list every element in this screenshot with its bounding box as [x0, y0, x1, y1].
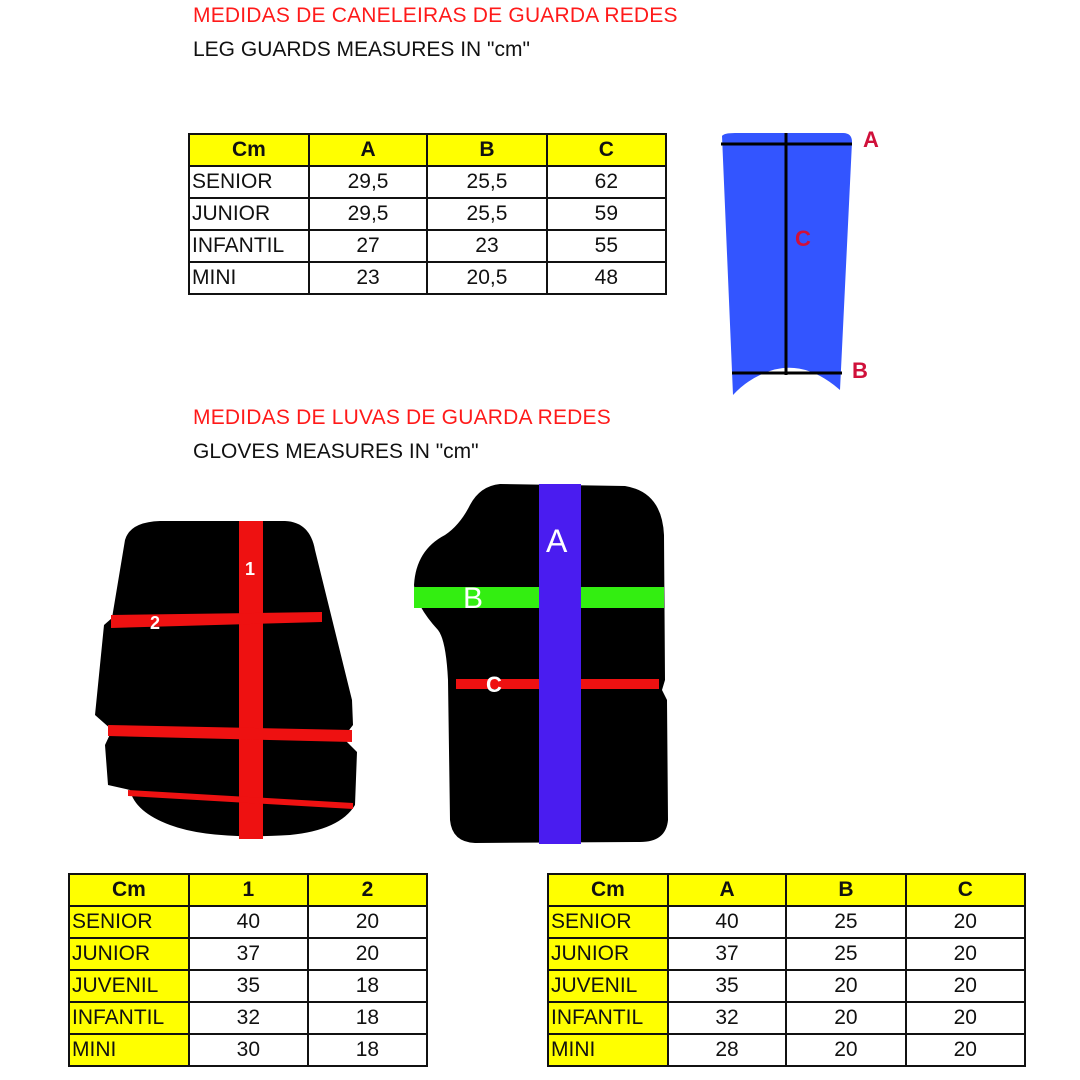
value-b: 25,5	[427, 166, 546, 198]
value-2: 20	[308, 906, 427, 938]
header-cm: Cm	[69, 874, 189, 906]
table-row	[189, 230, 666, 262]
table-row	[69, 1034, 427, 1066]
table-row	[69, 970, 427, 1002]
header-b: B	[427, 134, 546, 166]
header-1: 1	[189, 874, 308, 906]
value-a: 37	[668, 938, 786, 970]
value-b: 20	[786, 970, 905, 1002]
value-a: 23	[309, 262, 427, 294]
table-row	[69, 906, 427, 938]
label-a: A	[546, 523, 568, 559]
value-b: 25	[786, 906, 905, 938]
table-row	[548, 1034, 1025, 1066]
value-c: 62	[547, 166, 666, 198]
size-label: MINI	[69, 1034, 189, 1066]
header-2: 2	[308, 874, 427, 906]
catcher-measures-table	[547, 873, 1026, 1067]
size-label: JUVENIL	[548, 970, 668, 1002]
size-label: JUNIOR	[548, 938, 668, 970]
label-1: 1	[245, 559, 256, 579]
label-b: B	[852, 358, 868, 383]
label-c: C	[486, 672, 502, 697]
value-c: 48	[547, 262, 666, 294]
table-header-row	[189, 134, 666, 166]
size-label: SENIOR	[548, 906, 668, 938]
leg-guards-table	[188, 133, 667, 295]
size-label: JUNIOR	[69, 938, 189, 970]
value-a: 32	[668, 1002, 786, 1034]
header-a: A	[668, 874, 786, 906]
value-b: 25,5	[427, 198, 546, 230]
value-a: 40	[668, 906, 786, 938]
header-cm: Cm	[548, 874, 668, 906]
value-c: 20	[906, 1034, 1025, 1066]
value-c: 55	[547, 230, 666, 262]
table-row	[548, 906, 1025, 938]
gloves-title-en: GLOVES MEASURES IN "cm"	[193, 440, 479, 463]
table-row	[69, 938, 427, 970]
label-2: 2	[150, 613, 161, 633]
table-row	[548, 1002, 1025, 1034]
leg-guards-title-pt: MEDIDAS DE CANELEIRAS DE GUARDA REDES	[193, 4, 678, 27]
table-row	[189, 262, 666, 294]
label-c: C	[795, 226, 811, 251]
blocker-shape	[95, 521, 357, 836]
size-label: MINI	[189, 262, 309, 294]
header-c: C	[547, 134, 666, 166]
size-label: INFANTIL	[69, 1002, 189, 1034]
value-2: 18	[308, 970, 427, 1002]
gloves-title-pt: MEDIDAS DE LUVAS DE GUARDA REDES	[193, 406, 611, 429]
value-b: 20	[786, 1002, 905, 1034]
value-1: 37	[189, 938, 308, 970]
table-row	[69, 1002, 427, 1034]
size-label: MINI	[548, 1034, 668, 1066]
value-b: 25	[786, 938, 905, 970]
table-row	[548, 970, 1025, 1002]
table-header-row	[69, 874, 427, 906]
value-b: 20,5	[427, 262, 546, 294]
value-2: 18	[308, 1002, 427, 1034]
table-row	[548, 938, 1025, 970]
value-2: 18	[308, 1034, 427, 1066]
size-label: INFANTIL	[189, 230, 309, 262]
value-2: 20	[308, 938, 427, 970]
size-label: JUNIOR	[189, 198, 309, 230]
value-1: 35	[189, 970, 308, 1002]
value-a: 29,5	[309, 166, 427, 198]
value-a: 27	[309, 230, 427, 262]
header-a: A	[309, 134, 427, 166]
value-c: 20	[906, 938, 1025, 970]
size-label: SENIOR	[189, 166, 309, 198]
catcher-glove-diagram	[400, 470, 690, 860]
header-cm: Cm	[189, 134, 309, 166]
value-c: 59	[547, 198, 666, 230]
value-1: 32	[189, 1002, 308, 1034]
value-b: 23	[427, 230, 546, 262]
value-a: 35	[668, 970, 786, 1002]
size-label: INFANTIL	[548, 1002, 668, 1034]
table-row	[189, 166, 666, 198]
header-c: C	[906, 874, 1025, 906]
size-label: SENIOR	[69, 906, 189, 938]
blocker-glove-diagram	[90, 500, 390, 860]
size-label: JUVENIL	[69, 970, 189, 1002]
value-a: 29,5	[309, 198, 427, 230]
value-b: 20	[786, 1034, 905, 1066]
value-c: 20	[906, 1002, 1025, 1034]
blocker-measures-table	[68, 873, 428, 1067]
table-row	[189, 198, 666, 230]
leg-guard-diagram	[700, 120, 900, 410]
leg-guards-title-en: LEG GUARDS MEASURES IN "cm"	[193, 38, 530, 61]
value-c: 20	[906, 906, 1025, 938]
value-1: 30	[189, 1034, 308, 1066]
value-c: 20	[906, 970, 1025, 1002]
label-a: A	[863, 127, 879, 152]
value-1: 40	[189, 906, 308, 938]
header-b: B	[786, 874, 905, 906]
value-a: 28	[668, 1034, 786, 1066]
table-header-row	[548, 874, 1025, 906]
label-b: B	[463, 582, 484, 615]
